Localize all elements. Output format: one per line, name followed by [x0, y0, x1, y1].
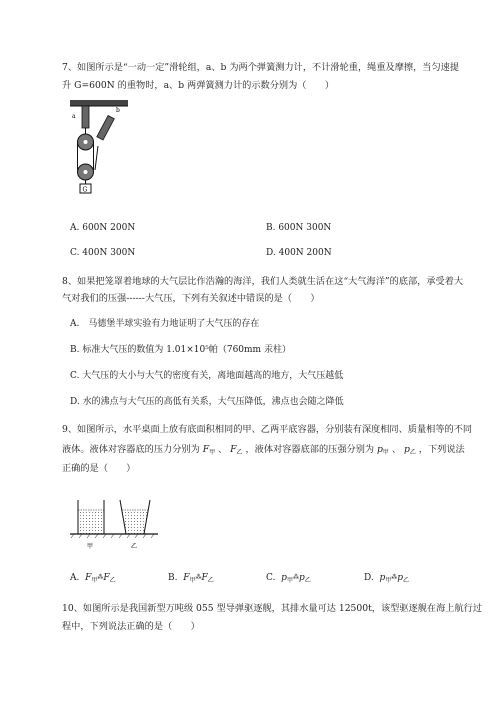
- q8-option-c: C. 大气压的大小与大气的密度有关，离地面越高的地方，大气压越低: [70, 371, 344, 381]
- liquid-yi: [122, 510, 148, 534]
- containers-figure: [70, 496, 160, 552]
- q8-option-a: A. 马德堡半球实验有力地证明了大气压的存在: [70, 319, 260, 329]
- symbol-f: F: [202, 444, 210, 455]
- q9-option-c: C. $p_甲⁂p_乙$: [266, 573, 311, 584]
- q7-option-d: D. 400N 200N: [266, 248, 332, 258]
- q7-stem-line2: 升 G=600N 的重物时，a、b 两弹簧测力计的示数分别为（ ）: [62, 80, 335, 91]
- label-a: a: [72, 113, 76, 120]
- q8-option-b: B. 标准大气压的数值为 1.01×10⁵帕（760mm 汞柱）: [70, 345, 291, 355]
- label-yi: 乙: [131, 543, 138, 550]
- spring-scale-a: [82, 106, 89, 128]
- label-jia: 甲: [87, 543, 94, 550]
- q9-option-b: B. $F_甲⁂F_乙$: [168, 573, 214, 584]
- symbol-p: p: [403, 444, 410, 455]
- liquid-jia: [78, 510, 104, 534]
- q7-option-c: C. 400N 300N: [70, 248, 136, 258]
- q9-option-a: A. $F_甲⁂F_乙$: [70, 573, 116, 584]
- symbol-p: p: [377, 444, 383, 455]
- pulley-system-figure: [68, 98, 132, 194]
- q7-option-a: A. 600N 200N: [70, 223, 136, 233]
- q8-stem-line1: 8、如果把笼罩着地球的大气层比作浩瀚的海洋，我们人类就生活在这“大气海洋”的底部，承受着大: [62, 276, 464, 287]
- ceiling-beam: [70, 100, 128, 106]
- q8-stem-line2: 气对我们的压强------大气压，下列有关叙述中错误的是（ ）: [62, 293, 320, 304]
- label-g: G: [82, 186, 88, 194]
- label-b: b: [116, 107, 120, 114]
- q10-stem-line1: 10、如图所示是我国新型万吨级 055 型导弹驱逐舰，其排水量可达 12500t，该型驱逐舰在海上航行过: [62, 603, 483, 614]
- q9-stem-line3: 正确的是（ ）: [62, 463, 136, 474]
- q7-stem-line1: 7、如图所示是“一动一定”滑轮组，a、b 为两个弹簧测力计，不计滑轮重，绳重及摩擦，当匀速提: [62, 62, 460, 73]
- q9-stem-line2: 液体。液体对容器底的压力分别为 $F_甲$ 、 $F_乙$ ，液体对容器底部的压强分别为 $p_甲$ 、 $p_乙$ ，下列说法: [62, 444, 465, 456]
- q7-option-b: B. 600N 300N: [266, 223, 332, 233]
- q10-stem-line2: 程中，下列说法正确的是（ ）: [62, 621, 200, 632]
- spring-scale-b: [97, 116, 114, 140]
- symbol-f: F: [230, 444, 237, 455]
- q8-option-d: D. 水的沸点与大气压的高低有关系，大气压降低，沸点也会随之降低: [70, 397, 344, 407]
- q9-option-d: D. $p_甲⁂p_乙$: [364, 573, 410, 584]
- q9-stem-line1: 9、如图所示，水平桌面上放有底面积相同的甲、乙两平底容器，分别装有深度相同、质量相等的不同: [62, 424, 473, 435]
